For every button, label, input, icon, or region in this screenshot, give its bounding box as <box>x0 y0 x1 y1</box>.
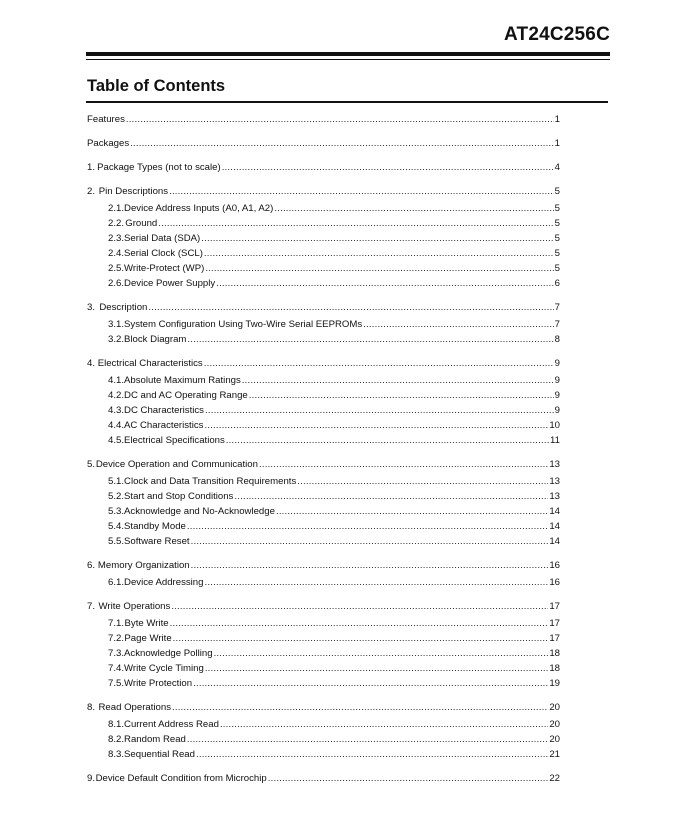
dot-leader <box>205 404 554 418</box>
header-rule-thin <box>86 59 610 60</box>
dot-leader <box>242 374 554 388</box>
toc-entry[interactable] <box>87 137 560 151</box>
toc-entry-title: Description <box>99 302 148 313</box>
toc-entry-page-number: 9 <box>554 405 560 416</box>
dot-leader <box>187 520 548 534</box>
toc-entry-number: 7.3. <box>108 648 125 659</box>
toc-entry[interactable] <box>108 733 560 747</box>
toc-entry-page-number: 14 <box>549 506 560 517</box>
toc-entry-number: 5.4. <box>108 521 125 532</box>
toc-entry-title: Software Reset <box>124 536 190 547</box>
toc-entry-title: Read Operations <box>98 702 172 713</box>
dot-leader <box>170 617 549 631</box>
toc-entry-number: 4.3. <box>108 405 125 416</box>
toc-entry-page-number: 17 <box>549 633 560 644</box>
dot-leader <box>363 318 553 332</box>
toc-entry-number: 2.5. <box>108 263 125 274</box>
toc-entry-number: 8.2. <box>108 734 125 745</box>
toc-entry-title: Serial Data (SDA) <box>124 233 201 244</box>
toc-entry-title: Page Write <box>124 633 172 644</box>
toc-entry[interactable] <box>108 535 560 549</box>
toc-entry-number: 5.2. <box>108 491 125 502</box>
dot-leader <box>130 137 554 151</box>
toc-entry-title: Ground <box>125 218 158 229</box>
toc-entry-number: 7.4. <box>108 663 125 674</box>
dot-leader <box>126 113 554 127</box>
dot-leader <box>158 217 553 231</box>
dot-leader <box>274 202 553 216</box>
dot-leader <box>201 232 553 246</box>
toc-entry-page-number: 21 <box>549 749 560 760</box>
toc-entry[interactable] <box>87 301 560 315</box>
toc-entry-number: 5.1. <box>108 476 125 487</box>
dot-leader <box>187 333 553 347</box>
toc-entry-title: Device Operation and Communication <box>95 459 258 470</box>
toc-entry[interactable] <box>87 161 560 175</box>
dot-leader <box>204 419 548 433</box>
toc-entry-page-number: 7 <box>554 302 560 313</box>
toc-entry-page-number: 9 <box>554 375 560 386</box>
toc-entry-number: 8.3. <box>108 749 125 760</box>
toc-entry-title: Write Cycle Timing <box>124 663 204 674</box>
toc-entry-page-number: 1 <box>554 114 560 125</box>
dot-leader <box>204 576 548 590</box>
toc-entry-title: Current Address Read <box>124 719 219 730</box>
dot-leader <box>297 475 548 489</box>
toc-entry-page-number: 11 <box>550 435 560 446</box>
toc-entry-number: 3.1. <box>108 319 125 330</box>
toc-entry[interactable] <box>87 772 560 786</box>
toc-entry-title: Block Diagram <box>124 334 187 345</box>
toc-entry-title: Serial Clock (SCL) <box>124 248 203 259</box>
toc-entry[interactable] <box>87 600 560 614</box>
toc-entry-title: Device Addressing <box>124 577 204 588</box>
toc-entry[interactable] <box>108 217 560 231</box>
toc-entry[interactable] <box>108 505 560 519</box>
dot-leader <box>191 559 549 573</box>
toc-entry[interactable] <box>108 632 560 646</box>
toc-entry-page-number: 1 <box>554 138 560 149</box>
toc-entry-number: 5.5. <box>108 536 125 547</box>
toc-entry[interactable] <box>108 520 560 534</box>
toc-entry-number: 5. <box>87 459 96 470</box>
toc-entry[interactable] <box>108 434 560 448</box>
toc-entry-number: 2.4. <box>108 248 125 259</box>
toc-entry-page-number: 20 <box>549 719 560 730</box>
dot-leader <box>187 733 548 747</box>
dot-leader <box>234 490 548 504</box>
toc-entry[interactable] <box>108 718 560 732</box>
toc-entry-page-number: 5 <box>554 186 560 197</box>
toc-entry[interactable] <box>108 389 560 403</box>
toc-entry-number: 7.2. <box>108 633 125 644</box>
toc-entry[interactable] <box>108 318 560 332</box>
toc-heading: Table of Contents <box>87 77 226 95</box>
toc-entry-page-number: 5 <box>554 248 560 259</box>
toc-entry-number: 7.5. <box>108 678 125 689</box>
toc-entry-title: Start and Stop Conditions <box>124 491 234 502</box>
toc-entry-page-number: 4 <box>554 162 560 173</box>
toc-entry-number: 6. <box>87 560 96 571</box>
toc-entry-title: Electrical Specifications <box>124 435 225 446</box>
toc-entry-number: 7.1. <box>108 618 125 629</box>
toc-entry-title: Write Protection <box>124 678 193 689</box>
toc-entry-number: 4.2. <box>108 390 125 401</box>
toc-entry[interactable] <box>87 357 560 371</box>
toc-entry-page-number: 7 <box>554 319 560 330</box>
toc-entry-page-number: 6 <box>554 278 560 289</box>
dot-leader <box>171 600 548 614</box>
toc-entry-title: DC Characteristics <box>124 405 204 416</box>
toc-entry-page-number: 17 <box>549 601 560 612</box>
toc-entry-number: 8.1. <box>108 719 125 730</box>
toc-entry-title: Device Power Supply <box>124 278 216 289</box>
dot-leader <box>216 277 553 291</box>
toc-entry-title: Packages <box>87 138 130 149</box>
toc-entry-title: Device Address Inputs (A0, A1, A2) <box>124 203 274 214</box>
dot-leader <box>226 434 549 448</box>
dot-leader <box>173 632 549 646</box>
dot-leader <box>276 505 548 519</box>
toc-entry-page-number: 5 <box>554 233 560 244</box>
toc-entry-page-number: 9 <box>554 390 560 401</box>
toc-entry[interactable] <box>108 475 560 489</box>
toc-entry-page-number: 22 <box>549 773 560 784</box>
toc-entry-page-number: 13 <box>549 459 560 470</box>
toc-entry[interactable] <box>87 185 560 199</box>
dot-leader <box>204 247 554 261</box>
toc-entry-title: Write-Protect (WP) <box>124 263 205 274</box>
dot-leader <box>205 662 549 676</box>
toc-entry[interactable] <box>108 247 560 261</box>
toc-entry-page-number: 16 <box>549 577 560 588</box>
toc-entry-title: Features <box>87 114 125 125</box>
toc-entry-number: 2.6. <box>108 278 125 289</box>
toc-entry-number: 5.3. <box>108 506 125 517</box>
toc-entry-number: 2.2. <box>108 218 125 229</box>
toc-entry-number: 2.1. <box>108 203 125 214</box>
toc-entry[interactable] <box>108 262 560 276</box>
toc-entry-title: Electrical Characteristics <box>97 358 203 369</box>
dot-leader <box>249 389 554 403</box>
dot-leader <box>268 772 549 786</box>
toc-entry[interactable] <box>108 374 560 388</box>
toc-entry-page-number: 5 <box>554 263 560 274</box>
toc-entry-number: 4. <box>87 358 96 369</box>
toc-entry-number: 3.2. <box>108 334 125 345</box>
toc-entry[interactable] <box>108 404 560 418</box>
toc-entry-title: Device Default Condition from Microchip <box>95 773 267 784</box>
dot-leader <box>196 748 548 762</box>
toc-entry[interactable] <box>108 277 560 291</box>
toc-entry-page-number: 20 <box>549 734 560 745</box>
toc-entry-number: 9. <box>87 773 96 784</box>
toc-entry[interactable] <box>108 202 560 216</box>
toc-entry-title: Write Operations <box>98 601 171 612</box>
toc-entry-number: 6.1. <box>108 577 125 588</box>
document-title: AT24C256C <box>504 24 610 45</box>
dot-leader <box>220 718 548 732</box>
toc-entry-number: 2. <box>87 186 96 197</box>
toc-entry-page-number: 14 <box>549 521 560 532</box>
toc-entry-title: Pin Descriptions <box>98 186 169 197</box>
toc-entry-page-number: 9 <box>554 358 560 369</box>
dot-leader <box>259 458 548 472</box>
toc-entry[interactable] <box>108 419 560 433</box>
toc-entry-title: Sequential Read <box>124 749 195 760</box>
toc-entry-page-number: 13 <box>549 491 560 502</box>
dot-leader <box>148 301 553 315</box>
dot-leader <box>193 677 548 691</box>
toc-entry-title: Acknowledge Polling <box>124 648 213 659</box>
toc-entry-number: 2.3. <box>108 233 125 244</box>
toc-entry[interactable] <box>108 576 560 590</box>
toc-entry-page-number: 18 <box>549 648 560 659</box>
toc-entry-title: DC and AC Operating Range <box>124 390 248 401</box>
toc-entry[interactable] <box>108 232 560 246</box>
toc-entry-title: Memory Organization <box>97 560 190 571</box>
toc-entry-number: 7. <box>87 601 96 612</box>
toc-entry-number: 4.1. <box>108 375 125 386</box>
toc-entry-title: Acknowledge and No-Acknowledge <box>124 506 275 517</box>
toc-entry-title: System Configuration Using Two-Wire Serial EEPROMs <box>124 319 363 330</box>
toc-entry[interactable] <box>87 458 560 472</box>
dot-leader <box>222 161 554 175</box>
dot-leader <box>191 535 549 549</box>
toc-entry-page-number: 14 <box>549 536 560 547</box>
toc-entry[interactable] <box>108 490 560 504</box>
toc-entry[interactable] <box>87 113 560 127</box>
toc-entry-title: Package Types (not to scale) <box>97 162 221 173</box>
toc-entry-number: 4.5. <box>108 435 125 446</box>
toc-entry-page-number: 16 <box>549 560 560 571</box>
toc-entry[interactable] <box>108 617 560 631</box>
dot-leader <box>205 262 553 276</box>
toc-entry-title: Random Read <box>124 734 186 745</box>
toc-entry-title: Clock and Data Transition Requirements <box>124 476 297 487</box>
toc-entry[interactable] <box>87 559 560 573</box>
toc-entry-title: Standby Mode <box>124 521 186 532</box>
toc-entry-page-number: 10 <box>549 420 560 431</box>
toc-entry-title: Byte Write <box>124 618 169 629</box>
toc-entry[interactable] <box>108 662 560 676</box>
dot-leader <box>172 701 548 715</box>
toc-entry-page-number: 8 <box>554 334 560 345</box>
toc-entry-page-number: 5 <box>554 218 560 229</box>
dot-leader <box>214 647 549 661</box>
toc-entry-page-number: 13 <box>549 476 560 487</box>
toc-entry-page-number: 5 <box>554 203 560 214</box>
dot-leader <box>204 357 554 371</box>
toc-entry-number: 8. <box>87 702 96 713</box>
toc-entry[interactable] <box>87 701 560 715</box>
toc-entry[interactable] <box>108 333 560 347</box>
toc-entry-page-number: 17 <box>549 618 560 629</box>
dot-leader <box>169 185 554 199</box>
toc-entry[interactable] <box>108 647 560 661</box>
header-rule-thick <box>86 52 610 56</box>
toc-entry-page-number: 19 <box>549 678 560 689</box>
toc-entry-page-number: 18 <box>549 663 560 674</box>
toc-entry-number: 3. <box>87 302 96 313</box>
toc-entry-number: 1. <box>87 162 96 173</box>
toc-entry-title: Absolute Maximum Ratings <box>124 375 241 386</box>
toc-entry-title: AC Characteristics <box>124 420 204 431</box>
toc-heading-rule <box>86 101 608 103</box>
toc-entry[interactable] <box>108 677 560 691</box>
toc-entry-page-number: 20 <box>549 702 560 713</box>
toc-entry[interactable] <box>108 748 560 762</box>
toc-entry-number: 4.4. <box>108 420 125 431</box>
